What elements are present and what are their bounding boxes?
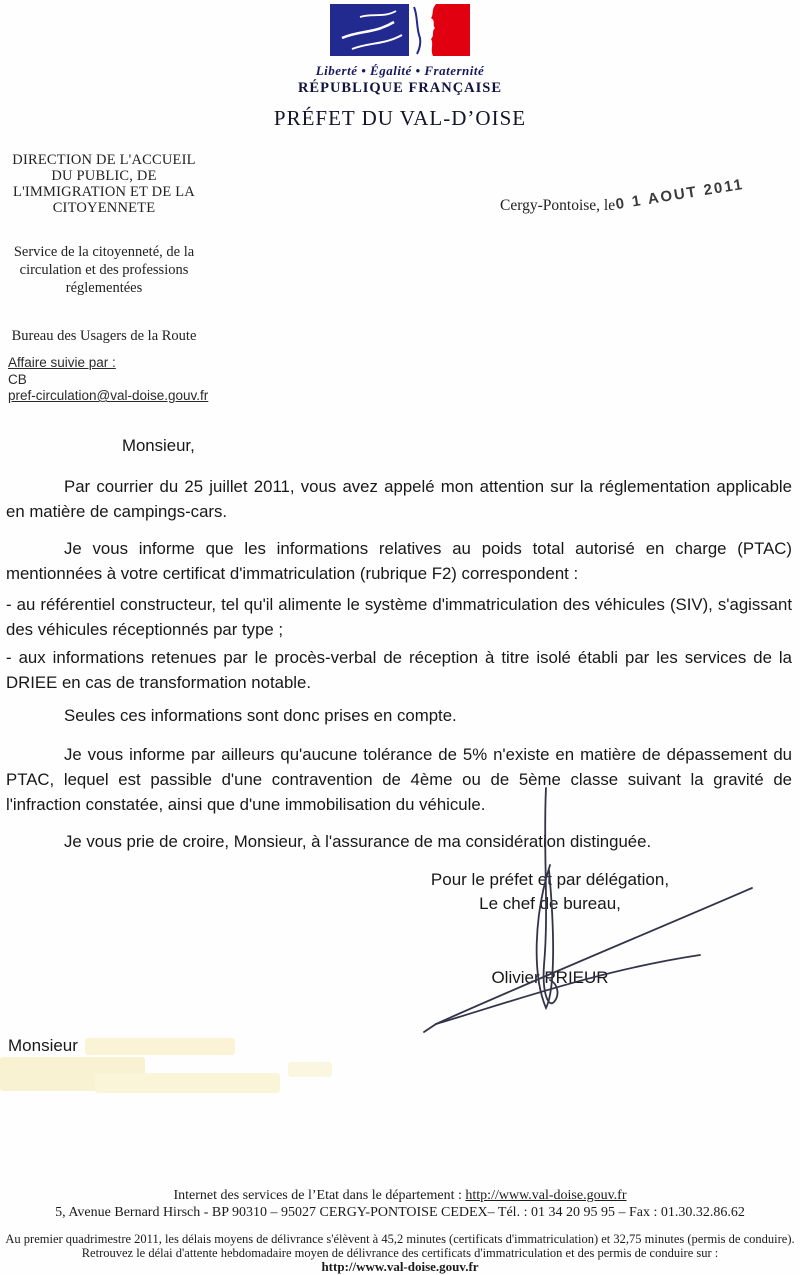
contact-email-link[interactable]: pref-circulation@val-doise.gouv.fr <box>8 388 209 403</box>
footer-internet-label: Internet des services de l’Etat dans le département : <box>173 1188 466 1203</box>
paragraph-3: Seules ces informations sont donc prises en compte. <box>64 706 457 725</box>
header-logo-block <box>0 4 800 97</box>
sender-bureau: Bureau des Usagers de la Route <box>11 328 197 344</box>
paragraph-4: Je vous informe par ailleurs qu'aucune tolérance de 5% n'existe en matière de dépassement du PTAC, lequel est passible d'une contravention de 4ème ou de 5ème classe suivant la gravité de l'infraction constatée, ainsi que d'une immobilisation du véhicule. <box>6 745 792 814</box>
marianne-logo-icon <box>330 4 470 56</box>
footer-notice-2: Retrouvez le délai d'attente hebdomadaire moyen de délivrance des certificats d'immatriculation et des permis de conduire sur : <box>81 1246 719 1260</box>
republic-line: RÉPUBLIQUE FRANÇAISE <box>297 80 503 96</box>
signature-block <box>385 868 715 916</box>
list-item-2: - aux informations retenues par le procès-verbal de réception à titre isolé établi par les services de la DRIEE en cas de transformation notable. <box>6 648 792 692</box>
paragraph-1: Par courrier du 25 juillet 2011, vous avez appelé mon attention sur la réglementation applicable en matière de campings-cars. <box>6 477 792 521</box>
footer-internet-url-link[interactable]: http://www.val-doise.gouv.fr <box>465 1188 627 1203</box>
footer-block <box>0 1188 800 1274</box>
sender-service: Service de la citoyenneté, de la circulation et des professions réglementées <box>13 244 195 296</box>
footer-address-line: 5, Avenue Bernard Hirsch - BP 90310 – 95027 CERGY-PONTOISE CEDEX– Tél. : 01 34 20 95 95 – Fax : 01.30.32.86.62 <box>55 1205 745 1220</box>
footer-notice-1: Au premier quadrimestre 2011, les délais moyens de délivrance s'élèvent à 45,2 minutes (certificats d'immatriculation) et 32,75 minutes (permis de conduire). <box>5 1232 795 1246</box>
redacted-address-area <box>85 1038 235 1055</box>
paragraph-2: Je vous informe que les informations relatives au poids total autorisé en charge (PTAC) mentionnées à votre certificat d'immatriculation (rubrique F2) correspondent : <box>6 539 792 583</box>
dateline-place: Cergy-Pontoise, le <box>500 197 616 214</box>
signature-delegation-line: Pour le préfet et par délégation, <box>430 870 670 889</box>
prefecture-title: PRÉFET DU VAL-D’OISE <box>273 106 527 130</box>
signature-role-line: Le chef de bureau, <box>479 894 621 913</box>
closing-formula: Je vous prie de croire, Monsieur, à l'assurance de ma considération distinguée. <box>64 832 652 851</box>
salutation: Monsieur, <box>122 436 195 455</box>
date-stamp: 0 1 AOUT 2011 <box>614 175 746 214</box>
list-item-1: - au référentiel constructeur, tel qu'il alimente le système d'immatriculation des véhicules (SIV), s'agissant des véhicules réceptionnés par type ; <box>6 595 792 639</box>
footer-internet-line <box>0 1188 800 1204</box>
signatory-name: Olivier PRIEUR <box>491 968 609 987</box>
motto-line: Liberté • Égalité • Fraternité <box>315 63 485 78</box>
sender-block <box>8 152 200 345</box>
footer-bottom-url-link[interactable]: http://www.val-doise.gouv.fr <box>321 1259 479 1274</box>
letter-body <box>6 433 792 854</box>
case-handler-initials: CB <box>8 371 27 387</box>
case-handler-label: Affaire suivie par : <box>8 355 116 370</box>
recipient-line: Monsieur <box>8 1036 78 1055</box>
case-handler-block <box>8 355 208 405</box>
redacted-address-area <box>288 1062 332 1077</box>
redacted-address-area <box>95 1073 280 1093</box>
sender-direction: DIRECTION DE L'ACCUEIL DU PUBLIC, DE L'IMMIGRATION ET DE LA CITOYENNETE <box>12 152 196 216</box>
